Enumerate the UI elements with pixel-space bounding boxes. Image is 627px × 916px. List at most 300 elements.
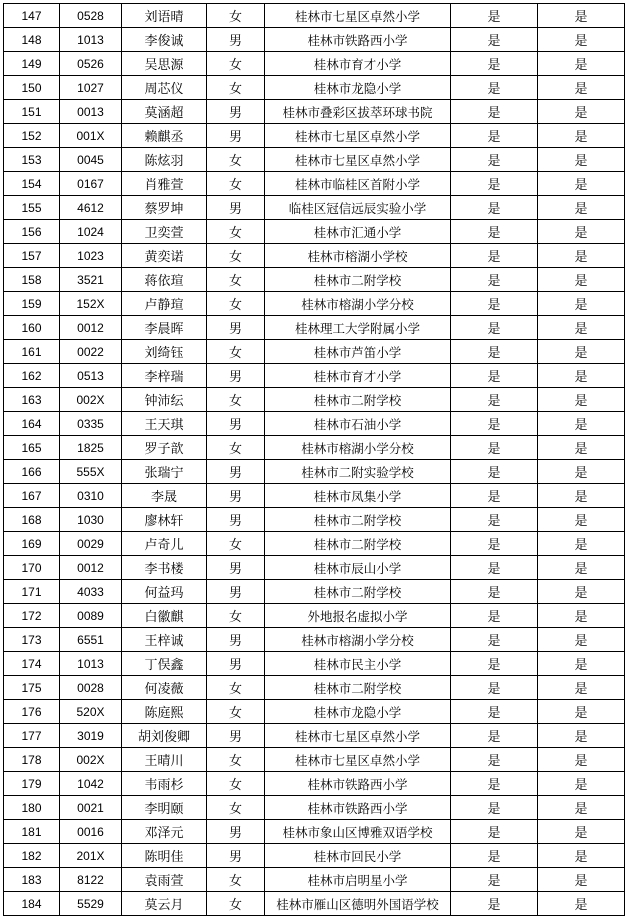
gender-cell: 男 [207, 556, 265, 580]
status-cell-a: 是 [451, 196, 538, 220]
gender-cell: 女 [207, 868, 265, 892]
gender-cell: 男 [207, 412, 265, 436]
row-number-cell: 156 [4, 220, 60, 244]
gender-cell: 女 [207, 436, 265, 460]
school-cell: 桂林市象山区博雅双语学校 [265, 820, 451, 844]
status-cell-b: 是 [538, 772, 625, 796]
row-number-cell: 158 [4, 268, 60, 292]
student-name-cell: 黄奕诺 [122, 244, 207, 268]
row-number-cell: 176 [4, 700, 60, 724]
row-number-cell: 177 [4, 724, 60, 748]
student-name-cell: 蒋依瑄 [122, 268, 207, 292]
student-name-cell: 赖麒丞 [122, 124, 207, 148]
table-body [4, 4, 625, 916]
status-cell-b: 是 [538, 76, 625, 100]
row-number-cell: 170 [4, 556, 60, 580]
table-row [4, 436, 625, 460]
student-name-cell: 廖林轩 [122, 508, 207, 532]
student-name-cell: 韦雨杉 [122, 772, 207, 796]
gender-cell: 女 [207, 76, 265, 100]
status-cell-b: 是 [538, 220, 625, 244]
student-name-cell: 胡刘俊卿 [122, 724, 207, 748]
status-cell-b: 是 [538, 508, 625, 532]
status-cell-b: 是 [538, 292, 625, 316]
student-name-cell: 周芯仪 [122, 76, 207, 100]
id-suffix-cell: 8122 [60, 868, 122, 892]
table-row [4, 892, 625, 916]
gender-cell: 女 [207, 4, 265, 28]
school-cell: 桂林市民主小学 [265, 652, 451, 676]
status-cell-a: 是 [451, 700, 538, 724]
status-cell-a: 是 [451, 460, 538, 484]
id-suffix-cell: 4612 [60, 196, 122, 220]
school-cell: 桂林市榕湖小学分校 [265, 292, 451, 316]
status-cell-a: 是 [451, 868, 538, 892]
status-cell-a: 是 [451, 388, 538, 412]
row-number-cell: 182 [4, 844, 60, 868]
student-name-cell: 邓泽元 [122, 820, 207, 844]
status-cell-a: 是 [451, 292, 538, 316]
table-row [4, 628, 625, 652]
id-suffix-cell: 1013 [60, 28, 122, 52]
status-cell-b: 是 [538, 652, 625, 676]
school-cell: 桂林市叠彩区拔萃环球书院 [265, 100, 451, 124]
student-name-cell: 王晴川 [122, 748, 207, 772]
school-cell: 桂林市七星区卓然小学 [265, 124, 451, 148]
status-cell-b: 是 [538, 700, 625, 724]
gender-cell: 女 [207, 148, 265, 172]
school-cell: 桂林市汇通小学 [265, 220, 451, 244]
row-number-cell: 157 [4, 244, 60, 268]
status-cell-a: 是 [451, 772, 538, 796]
school-cell: 桂林市七星区卓然小学 [265, 148, 451, 172]
id-suffix-cell: 0167 [60, 172, 122, 196]
status-cell-b: 是 [538, 388, 625, 412]
gender-cell: 女 [207, 268, 265, 292]
student-name-cell: 白徽麒 [122, 604, 207, 628]
id-suffix-cell: 1825 [60, 436, 122, 460]
status-cell-b: 是 [538, 412, 625, 436]
id-suffix-cell: 0526 [60, 52, 122, 76]
status-cell-b: 是 [538, 4, 625, 28]
student-name-cell: 吴思源 [122, 52, 207, 76]
table-row [4, 148, 625, 172]
status-cell-b: 是 [538, 820, 625, 844]
id-suffix-cell: 0310 [60, 484, 122, 508]
student-name-cell: 卢静瑄 [122, 292, 207, 316]
id-suffix-cell: 1024 [60, 220, 122, 244]
status-cell-b: 是 [538, 148, 625, 172]
id-suffix-cell: 6551 [60, 628, 122, 652]
row-number-cell: 181 [4, 820, 60, 844]
school-cell: 桂林市雁山区德明外国语学校 [265, 892, 451, 916]
status-cell-b: 是 [538, 340, 625, 364]
student-name-cell: 何益玛 [122, 580, 207, 604]
row-number-cell: 149 [4, 52, 60, 76]
gender-cell: 男 [207, 820, 265, 844]
student-name-cell: 陈明佳 [122, 844, 207, 868]
row-number-cell: 168 [4, 508, 60, 532]
status-cell-b: 是 [538, 892, 625, 916]
id-suffix-cell: 0029 [60, 532, 122, 556]
school-cell: 桂林市七星区卓然小学 [265, 724, 451, 748]
student-name-cell: 肖雅萱 [122, 172, 207, 196]
gender-cell: 男 [207, 724, 265, 748]
status-cell-b: 是 [538, 868, 625, 892]
id-suffix-cell: 0089 [60, 604, 122, 628]
table-row [4, 844, 625, 868]
school-cell: 桂林市凤集小学 [265, 484, 451, 508]
gender-cell: 男 [207, 100, 265, 124]
id-suffix-cell: 1013 [60, 652, 122, 676]
school-cell: 桂林市石油小学 [265, 412, 451, 436]
row-number-cell: 164 [4, 412, 60, 436]
table-row [4, 388, 625, 412]
row-number-cell: 148 [4, 28, 60, 52]
student-list-table [3, 3, 625, 916]
school-cell: 桂林市铁路西小学 [265, 28, 451, 52]
gender-cell: 男 [207, 580, 265, 604]
status-cell-a: 是 [451, 220, 538, 244]
row-number-cell: 165 [4, 436, 60, 460]
row-number-cell: 175 [4, 676, 60, 700]
status-cell-a: 是 [451, 148, 538, 172]
status-cell-a: 是 [451, 268, 538, 292]
row-number-cell: 169 [4, 532, 60, 556]
status-cell-a: 是 [451, 508, 538, 532]
school-cell: 桂林市铁路西小学 [265, 796, 451, 820]
table-row [4, 124, 625, 148]
student-name-cell: 陈庭熙 [122, 700, 207, 724]
status-cell-a: 是 [451, 436, 538, 460]
gender-cell: 女 [207, 52, 265, 76]
status-cell-b: 是 [538, 676, 625, 700]
status-cell-b: 是 [538, 28, 625, 52]
status-cell-a: 是 [451, 580, 538, 604]
school-cell: 桂林市育才小学 [265, 364, 451, 388]
gender-cell: 女 [207, 604, 265, 628]
row-number-cell: 178 [4, 748, 60, 772]
id-suffix-cell: 0012 [60, 316, 122, 340]
row-number-cell: 152 [4, 124, 60, 148]
school-cell: 桂林市回民小学 [265, 844, 451, 868]
student-name-cell: 李晨晖 [122, 316, 207, 340]
student-name-cell: 陈炫羽 [122, 148, 207, 172]
table-row [4, 748, 625, 772]
gender-cell: 男 [207, 844, 265, 868]
status-cell-a: 是 [451, 628, 538, 652]
id-suffix-cell: 152X [60, 292, 122, 316]
gender-cell: 女 [207, 676, 265, 700]
status-cell-a: 是 [451, 124, 538, 148]
gender-cell: 男 [207, 508, 265, 532]
status-cell-b: 是 [538, 796, 625, 820]
table-row [4, 52, 625, 76]
status-cell-a: 是 [451, 52, 538, 76]
id-suffix-cell: 0021 [60, 796, 122, 820]
table-row [4, 316, 625, 340]
status-cell-b: 是 [538, 196, 625, 220]
status-cell-a: 是 [451, 412, 538, 436]
gender-cell: 男 [207, 364, 265, 388]
id-suffix-cell: 0045 [60, 148, 122, 172]
row-number-cell: 167 [4, 484, 60, 508]
student-name-cell: 张瑞宁 [122, 460, 207, 484]
gender-cell: 女 [207, 340, 265, 364]
school-cell: 桂林市龙隐小学 [265, 76, 451, 100]
school-cell: 桂林市辰山小学 [265, 556, 451, 580]
status-cell-a: 是 [451, 844, 538, 868]
school-cell: 桂林市芦笛小学 [265, 340, 451, 364]
table-row [4, 604, 625, 628]
student-name-cell: 蔡罗坤 [122, 196, 207, 220]
school-cell: 桂林市二附学校 [265, 580, 451, 604]
status-cell-a: 是 [451, 796, 538, 820]
school-cell: 桂林市二附实验学校 [265, 460, 451, 484]
status-cell-a: 是 [451, 724, 538, 748]
status-cell-b: 是 [538, 436, 625, 460]
status-cell-a: 是 [451, 316, 538, 340]
status-cell-a: 是 [451, 604, 538, 628]
school-cell: 桂林理工大学附属小学 [265, 316, 451, 340]
id-suffix-cell: 555X [60, 460, 122, 484]
school-cell: 桂林市启明星小学 [265, 868, 451, 892]
student-name-cell: 罗子歆 [122, 436, 207, 460]
student-name-cell: 王梓诚 [122, 628, 207, 652]
row-number-cell: 162 [4, 364, 60, 388]
status-cell-b: 是 [538, 628, 625, 652]
table-row [4, 460, 625, 484]
table-row [4, 220, 625, 244]
school-cell: 桂林市七星区卓然小学 [265, 748, 451, 772]
id-suffix-cell: 002X [60, 748, 122, 772]
status-cell-a: 是 [451, 484, 538, 508]
student-name-cell: 卫奕萱 [122, 220, 207, 244]
gender-cell: 男 [207, 28, 265, 52]
row-number-cell: 159 [4, 292, 60, 316]
status-cell-b: 是 [538, 316, 625, 340]
table-row [4, 76, 625, 100]
gender-cell: 女 [207, 244, 265, 268]
row-number-cell: 155 [4, 196, 60, 220]
id-suffix-cell: 1030 [60, 508, 122, 532]
student-name-cell: 刘语晴 [122, 4, 207, 28]
gender-cell: 女 [207, 220, 265, 244]
row-number-cell: 160 [4, 316, 60, 340]
table-row [4, 364, 625, 388]
row-number-cell: 179 [4, 772, 60, 796]
school-cell: 桂林市铁路西小学 [265, 772, 451, 796]
row-number-cell: 172 [4, 604, 60, 628]
gender-cell: 男 [207, 484, 265, 508]
table-row [4, 172, 625, 196]
gender-cell: 男 [207, 196, 265, 220]
table-row [4, 676, 625, 700]
status-cell-a: 是 [451, 820, 538, 844]
row-number-cell: 151 [4, 100, 60, 124]
table-row [4, 700, 625, 724]
gender-cell: 女 [207, 700, 265, 724]
status-cell-b: 是 [538, 484, 625, 508]
row-number-cell: 163 [4, 388, 60, 412]
school-cell: 桂林市二附学校 [265, 268, 451, 292]
status-cell-b: 是 [538, 364, 625, 388]
row-number-cell: 154 [4, 172, 60, 196]
table-row [4, 244, 625, 268]
school-cell: 临桂区冠信远辰实验小学 [265, 196, 451, 220]
row-number-cell: 184 [4, 892, 60, 916]
gender-cell: 女 [207, 388, 265, 412]
table-row [4, 196, 625, 220]
table-row [4, 28, 625, 52]
status-cell-b: 是 [538, 532, 625, 556]
row-number-cell: 161 [4, 340, 60, 364]
student-name-cell: 李晟 [122, 484, 207, 508]
school-cell: 桂林市龙隐小学 [265, 700, 451, 724]
gender-cell: 女 [207, 772, 265, 796]
student-name-cell: 李书楼 [122, 556, 207, 580]
row-number-cell: 174 [4, 652, 60, 676]
school-cell: 桂林市七星区卓然小学 [265, 4, 451, 28]
status-cell-a: 是 [451, 748, 538, 772]
school-cell: 桂林市榕湖小学分校 [265, 628, 451, 652]
status-cell-a: 是 [451, 244, 538, 268]
student-name-cell: 丁俣鑫 [122, 652, 207, 676]
id-suffix-cell: 0022 [60, 340, 122, 364]
gender-cell: 女 [207, 796, 265, 820]
id-suffix-cell: 0013 [60, 100, 122, 124]
id-suffix-cell: 0335 [60, 412, 122, 436]
id-suffix-cell: 0028 [60, 676, 122, 700]
id-suffix-cell: 002X [60, 388, 122, 412]
gender-cell: 女 [207, 532, 265, 556]
status-cell-a: 是 [451, 532, 538, 556]
table-row [4, 4, 625, 28]
student-name-cell: 袁雨萱 [122, 868, 207, 892]
id-suffix-cell: 5529 [60, 892, 122, 916]
student-name-cell: 莫涵超 [122, 100, 207, 124]
table-row [4, 772, 625, 796]
table-row [4, 268, 625, 292]
student-name-cell: 王天琪 [122, 412, 207, 436]
status-cell-b: 是 [538, 724, 625, 748]
school-cell: 桂林市榕湖小学分校 [265, 436, 451, 460]
gender-cell: 女 [207, 892, 265, 916]
id-suffix-cell: 3521 [60, 268, 122, 292]
status-cell-b: 是 [538, 844, 625, 868]
table-row [4, 868, 625, 892]
gender-cell: 女 [207, 748, 265, 772]
table-row [4, 532, 625, 556]
row-number-cell: 180 [4, 796, 60, 820]
table-row [4, 556, 625, 580]
status-cell-b: 是 [538, 748, 625, 772]
id-suffix-cell: 1042 [60, 772, 122, 796]
gender-cell: 男 [207, 628, 265, 652]
status-cell-a: 是 [451, 676, 538, 700]
school-cell: 桂林市二附学校 [265, 388, 451, 412]
id-suffix-cell: 0513 [60, 364, 122, 388]
id-suffix-cell: 001X [60, 124, 122, 148]
status-cell-b: 是 [538, 580, 625, 604]
id-suffix-cell: 201X [60, 844, 122, 868]
status-cell-a: 是 [451, 364, 538, 388]
status-cell-a: 是 [451, 28, 538, 52]
status-cell-a: 是 [451, 76, 538, 100]
table-row [4, 652, 625, 676]
id-suffix-cell: 0012 [60, 556, 122, 580]
table-row [4, 508, 625, 532]
id-suffix-cell: 1023 [60, 244, 122, 268]
gender-cell: 男 [207, 316, 265, 340]
table-row [4, 724, 625, 748]
table-row [4, 820, 625, 844]
school-cell: 桂林市二附学校 [265, 676, 451, 700]
student-name-cell: 李梓瑞 [122, 364, 207, 388]
row-number-cell: 153 [4, 148, 60, 172]
status-cell-a: 是 [451, 652, 538, 676]
status-cell-b: 是 [538, 172, 625, 196]
school-cell: 桂林市二附学校 [265, 508, 451, 532]
status-cell-a: 是 [451, 4, 538, 28]
table-row [4, 484, 625, 508]
table-row [4, 100, 625, 124]
id-suffix-cell: 1027 [60, 76, 122, 100]
row-number-cell: 173 [4, 628, 60, 652]
table-row [4, 412, 625, 436]
id-suffix-cell: 0016 [60, 820, 122, 844]
school-cell: 外地报名虚拟小学 [265, 604, 451, 628]
gender-cell: 男 [207, 652, 265, 676]
status-cell-b: 是 [538, 52, 625, 76]
gender-cell: 女 [207, 172, 265, 196]
status-cell-b: 是 [538, 268, 625, 292]
id-suffix-cell: 520X [60, 700, 122, 724]
status-cell-b: 是 [538, 124, 625, 148]
id-suffix-cell: 4033 [60, 580, 122, 604]
table-row [4, 292, 625, 316]
table-row [4, 340, 625, 364]
row-number-cell: 171 [4, 580, 60, 604]
student-name-cell: 莫云月 [122, 892, 207, 916]
status-cell-b: 是 [538, 604, 625, 628]
student-name-cell: 何凌薇 [122, 676, 207, 700]
table-row [4, 796, 625, 820]
school-cell: 桂林市育才小学 [265, 52, 451, 76]
id-suffix-cell: 3019 [60, 724, 122, 748]
school-cell: 桂林市临桂区首附小学 [265, 172, 451, 196]
student-name-cell: 钟沛纭 [122, 388, 207, 412]
row-number-cell: 150 [4, 76, 60, 100]
gender-cell: 男 [207, 460, 265, 484]
id-suffix-cell: 0528 [60, 4, 122, 28]
status-cell-b: 是 [538, 244, 625, 268]
status-cell-a: 是 [451, 172, 538, 196]
school-cell: 桂林市二附学校 [265, 532, 451, 556]
status-cell-a: 是 [451, 340, 538, 364]
status-cell-b: 是 [538, 100, 625, 124]
student-name-cell: 李俊诚 [122, 28, 207, 52]
table-row [4, 580, 625, 604]
status-cell-a: 是 [451, 556, 538, 580]
gender-cell: 男 [207, 124, 265, 148]
student-name-cell: 刘绮钰 [122, 340, 207, 364]
row-number-cell: 183 [4, 868, 60, 892]
status-cell-a: 是 [451, 100, 538, 124]
student-name-cell: 李明颐 [122, 796, 207, 820]
school-cell: 桂林市榕湖小学校 [265, 244, 451, 268]
status-cell-a: 是 [451, 892, 538, 916]
